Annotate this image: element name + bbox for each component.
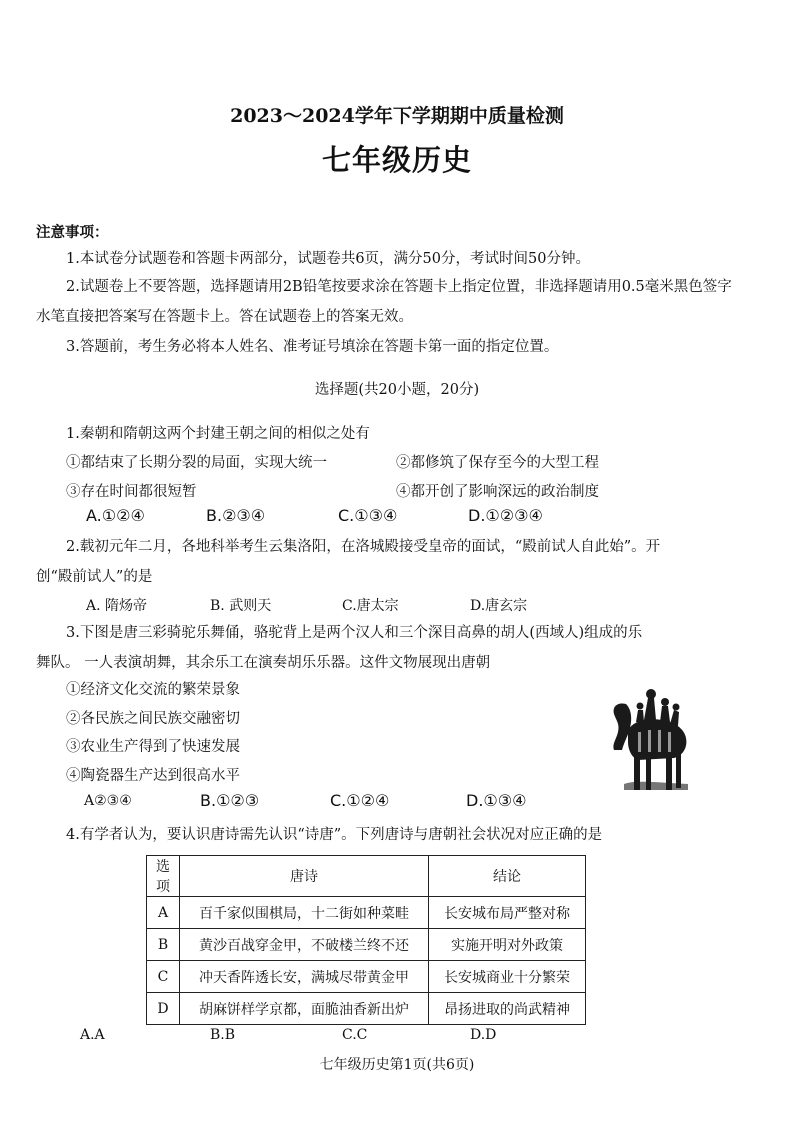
q1-option-a[interactable]: A.①②④	[86, 506, 145, 525]
table-header-option: 选项	[147, 856, 180, 897]
q4-option-a[interactable]: A.A	[80, 1027, 105, 1043]
table-header-conclusion: 结论	[429, 856, 586, 897]
table-cell-conclusion: 长安城商业十分繁荣	[429, 961, 586, 993]
table-cell-conclusion: 长安城布局严整对称	[429, 897, 586, 929]
q3-statement-2: ②各民族之间民族交融密切	[66, 711, 240, 727]
table-cell-poem: 百千家似围棋局，十二街如种菜畦	[180, 897, 429, 929]
table-cell-option: A	[147, 897, 180, 929]
q1-statement-3: ③存在时间都很短暂	[66, 484, 197, 500]
q2-option-d[interactable]: D.唐玄宗	[470, 598, 528, 614]
q4-option-d[interactable]: D.D	[470, 1027, 497, 1043]
q1-option-d[interactable]: D.①②③④	[468, 506, 543, 525]
table-cell-conclusion: 实施开明对外政策	[429, 929, 586, 961]
camel-figurine-icon	[604, 684, 696, 796]
q3-option-d[interactable]: D.①③④	[466, 791, 527, 810]
table-cell-poem: 黄沙百战穿金甲，不破楼兰终不还	[180, 929, 429, 961]
page-footer: 七年级历史第1页(共6页)	[319, 1057, 475, 1073]
notice-item-3: 3.答题前，考生务必将本人姓名、准考证号填涂在答题卡第一面的指定位置。	[66, 339, 559, 355]
q1-statement-4: ④都开创了影响深远的政治制度	[396, 484, 599, 500]
q1-statement-2: ②都修筑了保存至今的大型工程	[396, 455, 599, 471]
table-cell-conclusion: 昂扬进取的尚武精神	[429, 993, 586, 1025]
section-title: 选择题(共20小题，20分)	[314, 382, 480, 398]
table-row	[147, 929, 586, 961]
q2-stem-line1: 2.载初元年二月，各地科举考生云集洛阳，在洛城殿接受皇帝的面试，“殿前试人自此始”。开	[66, 539, 661, 555]
q3-option-a[interactable]: A②③④	[84, 793, 132, 809]
table-row	[147, 897, 586, 929]
table-cell-option: B	[147, 929, 180, 961]
q1-option-c[interactable]: C.①③④	[338, 506, 398, 525]
q4-option-c[interactable]: C.C	[342, 1027, 368, 1043]
q3-option-b[interactable]: B.①②③	[200, 791, 260, 810]
q3-statement-3: ③农业生产得到了快速发展	[66, 739, 240, 755]
table-row	[147, 961, 586, 993]
q2-option-b[interactable]: B. 武则天	[210, 598, 272, 614]
q2-option-c[interactable]: C.唐太宗	[342, 598, 399, 614]
table-cell-poem: 胡麻饼样学京都，面脆油香新出炉	[180, 993, 429, 1025]
q4-option-b[interactable]: B.B	[210, 1027, 236, 1043]
q2-stem-line2: 创“殿前试人”的是	[36, 569, 153, 585]
q4-stem: 4.有学者认为，要认识唐诗需先认识“诗唐”。下列唐诗与唐朝社会状况对应正确的是	[66, 827, 603, 843]
exam-title: 2023～2024学年下学期期中质量检测	[230, 105, 564, 127]
table-cell-option: C	[147, 961, 180, 993]
notice-item-2: 2.试题卷上不要答题，选择题请用2B铅笔按要求涂在答题卡上指定位置，非选择题请用0.5毫米黑色签字水笔直接把答案写在答题卡上。答在试题卷上的答案无效。	[36, 279, 732, 325]
q3-statement-1: ①经济文化交流的繁荣景象	[66, 682, 240, 698]
q1-statement-1: ①都结束了长期分裂的局面，实现大统一	[66, 455, 327, 471]
q3-statement-4: ④陶瓷器生产达到很高水平	[66, 768, 240, 784]
q4-table	[146, 855, 586, 1025]
table-header-row	[147, 856, 586, 897]
q1-stem: 1.秦朝和隋朝这两个封建王朝之间的相似之处有	[66, 426, 370, 442]
subject-title: 七年级历史	[321, 143, 472, 177]
q1-option-b[interactable]: B.②③④	[206, 506, 266, 525]
q3-option-c[interactable]: C.①②④	[330, 791, 390, 810]
table-header-poem: 唐诗	[180, 856, 429, 897]
q3-stem-line1: 3.下图是唐三彩骑驼乐舞俑，骆驼背上是两个汉人和三个深目高鼻的胡人(西域人)组成的乐	[66, 625, 643, 641]
notice-item-1: 1.本试卷分试题卷和答题卡两部分，试题卷共6页，满分50分，考试时间50分钟。	[66, 251, 590, 267]
table-cell-option: D	[147, 993, 180, 1025]
notice-heading: 注意事项：	[36, 224, 109, 241]
q2-option-a[interactable]: A. 隋炀帝	[86, 598, 148, 614]
table-row	[147, 993, 586, 1025]
q3-stem-line2: 舞队。 一人表演胡舞，其余乐工在演奏胡乐乐器。这件文物展现出唐朝	[36, 655, 491, 671]
table-cell-poem: 冲天香阵透长安，满城尽带黄金甲	[180, 961, 429, 993]
